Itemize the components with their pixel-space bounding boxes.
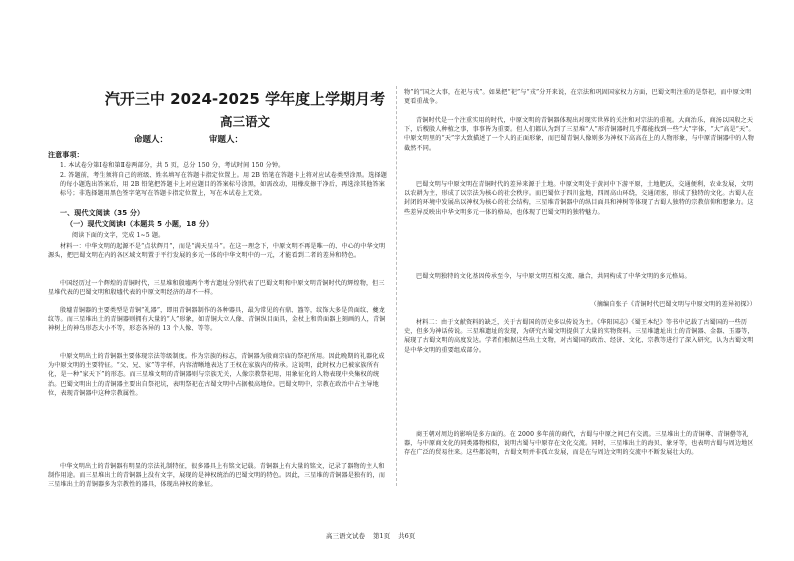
material2-para-1: 材料二：由于文献资料的缺乏，关于古蜀国的历史多以传说为主。《华阳国志》《蜀王本纪》等书中记载了古蜀国的一些历史，但多为神话传说。三星堆遗址的发现，为研究古蜀文明提供了大量的实物资料。三星堆遗址出土的青铜器、金器、玉器等，展现了古蜀文明的高度发达。学者们根据这些出土文物，对古蜀国的政治、经济、文化、宗教等进行了深入研究，认为古蜀文明是中华文明的重要组成部分。 <box>404 319 754 354</box>
material1-para-2: 中国经历过一个辉煌的青铜时代，三星堆和殷墟两个考古遗址分别代表了巴蜀文明和中原文明青铜时代的辉煌物，但三星堆代表的巴蜀文明和殷墟代表的中原文明经济的却不一样。 <box>48 280 385 297</box>
footer-page: 第1页 <box>373 532 391 540</box>
page-footer <box>326 531 423 540</box>
instruction: 阅读下面的文字，完成 1~5 题。 <box>72 232 165 239</box>
material1-para-1: 材料一：中华文明的起源不是“点状辉月”，而是“满天星斗”。在这一理念下，中原文明不再是唯一的、中心的中华文明源头，把巴蜀文明在内的各区域文明置于平行发展的多元一体的中华文明中的一元，才能看到二者的差异和特色。 <box>48 243 386 260</box>
right-para-4: 巴蜀文明独特的文化基因传承至今，与中原文明互相交流、融合，共同构成了中华文明的多元格局。 <box>416 273 691 280</box>
setter-label: 命题人： <box>134 135 169 145</box>
notice-item-2: 2. 答题前，考生须将自己的班级、姓名填写在答题卡指定位置上。用 2B 铅笔在答题卡上将对应试卷类型涂黑。选择题的每小题选出答案后，用 2B 铅笔把答题卡上对应题目的答案标号涂黑，如需改动，用橡皮擦干净后，再选涂其他答案标号；非选择题用黑色签字笔写在答题卡指定位置上，写在本试卷上无效。 <box>60 172 387 198</box>
authors-line <box>134 133 281 145</box>
footer-total: 共6页 <box>398 532 416 540</box>
column-divider <box>396 86 397 486</box>
material1-para-3: 殷墟青铜器的主要类型是青铜“礼器”，即用青铜器制作的各种器具，最为常见的有鼎、簋等，纹饰大多是兽面纹、夔龙纹等。而三星堆出土的青铜器则拥有大量的“人”形象，如青铜大立人像、青铜纵目面具，金杖上和兽面器上刻画的人，青铜神树上的神鸟形态大小不等，形态各异的 13 个人像、等等。 <box>48 307 386 333</box>
material2-para-2: 商王朝对周边的影响是多方面的。在 2000 多年前的商代，古蜀与中原之间已有交流。三星堆出土的青铜尊、青铜罍等礼器，与中原商文化的同类器物相似，说明古蜀与中原存在文化交流。同时，三星堆出土的海贝、象牙等，也表明古蜀与周边地区存在广泛的贸易往来。这些都说明，古蜀文明并非孤立发展，而是在与周边文明的交流中不断发展壮大的。 <box>404 431 754 457</box>
exam-subtitle: 高三语文 <box>219 114 270 129</box>
material1-para-4: 中原文明出土的青铜器主要体现宗法等级制度。作为宗族的标志，青铜器为殷商宗庙的祭祀所用。因此晚期的礼器化成为中原文明的主要特征。“父、兄、家”等字样，内容清晰地表达了王权在家族内的传承。这说明，此时权力已被家族所有化，是一种“家天下”的形态。而三星堆文明的青铜器则与宗族无关，人像宗教祭祀用，用象征化的人物表现中央集权的统治。巴蜀文明出土的青铜器主要出自祭祀坑，表明祭祀在古蜀文明中占据极高地位。巴蜀文明中，宗教在政治中占主导地位，表现青铜器中这种宗教属性。 <box>48 353 385 397</box>
reviewer-label: 审题人： <box>208 135 243 145</box>
right-para-3: 巴蜀文明与中原文明在青铜时代的差异来源于土地。中原文明处于黄河中下游平原，土地肥沃，交通便利，农业发展，文明以农耕为主，形成了以宗法为核心的社会秩序。而巴蜀位于四川盆地，四周高山环绕，交通闭塞，形成了独特的文化。古蜀人在封闭的环境中发展出以神权为核心的社会结构，三星堆青铜器中的纵目面具和神树等体现了古蜀人独特的宗教信仰和想象力。这些差异反映出中华文明多元一体的格局，也体现了巴蜀文明的独特魅力。 <box>404 181 754 216</box>
material1-para-5: 中华文明出土的青铜器有明显的宗法礼制特征，很多器具上有铭文记载。青铜器上有大量的铭文，记录了器物的主人和制作用途。而三星堆出土的青铜器上没有文字，展现的是神权统治的巴蜀文明的特色。因此，三星堆的青铜器是独有的，而三星堆出土的青铜器多为宗教性的器具，体现出神权的象征。 <box>48 463 386 489</box>
footer-label: 高三语文试卷 <box>326 532 365 540</box>
source-citation: （摘编自张子《青铜时代巴蜀文明与中原文明的差异初探》） <box>590 301 756 308</box>
notice-item-1: 1. 本试卷分第Ⅰ卷和第Ⅱ卷两部分，共 5 页，总分 150 分，考试时间 150 分钟。 <box>60 162 285 169</box>
section-heading: 一、现代文阅读（35 分） <box>60 209 145 217</box>
notice-heading: 注意事项： <box>48 151 84 159</box>
subsection-heading: （一）现代文阅读Ⅰ（本题共 5 小题，18 分） <box>66 220 214 228</box>
right-para-1: 物”的“国之大事，在祀与戎”。如果把“祀”与“戎”分开来说，在宗法和巩固国家权力方面，巴蜀文明注重的是祭祀，而中原文明更看重战争。 <box>404 89 752 106</box>
right-para-2: 青铜时代是一个注重实用的时代，中原文明的青铜器体现出对现实世界的关注和对宗法的重视。大商治乐，商汤以国殷之天下，后稷殷人种植之事，事事皆为重要。但人们都认为到了三星堆“人”形青铜器时几乎都能找到一些“大”字体，“大”高是“天”。中原文明里的“天”字大致描述了一个人的正面形象，而巴蜀青铜人像则多为神权下高高在上的人物形象，与中原青铜器中的人物截然不同。 <box>404 117 755 152</box>
exam-title: 汽开三中 2024-2025 学年度上学期月考 <box>104 90 386 108</box>
